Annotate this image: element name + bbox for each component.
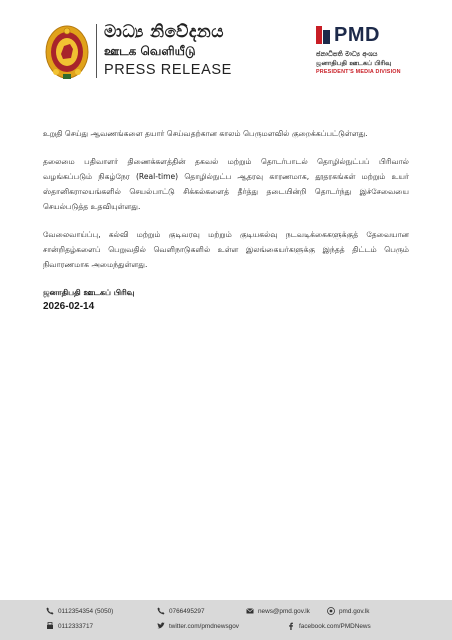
twitter-link[interactable]: twitter.com/pmdnewsgov [169, 622, 239, 630]
fax-number[interactable]: 0112333717 [58, 622, 94, 630]
title-tamil: ஊடக வெளியீடு [104, 44, 196, 58]
footer-email [246, 607, 310, 615]
signature-organization: ஜனாதிபதி ஊடகப் பிரிவு [43, 288, 135, 297]
header-divider [96, 24, 97, 78]
pmd-logo-text: PMD [334, 23, 380, 46]
fax-icon [46, 622, 54, 630]
phone-number[interactable]: 0112354354 (5050) [58, 607, 114, 615]
facebook-icon [287, 622, 295, 630]
pmd-mark-icon [316, 26, 330, 44]
footer-facebook [287, 622, 371, 630]
pmd-logo [316, 24, 416, 46]
footer-twitter [157, 622, 239, 630]
mobile-phone-icon [157, 607, 165, 615]
body-paragraph: தலைமை பதிவாளர் திணைக்களத்தின் தகவல் மற்றும் தொடர்பாடல் தொழில்நுட்பப் பிரிவால் வழங்கப்படும் நிகழ்நேர (Real-time) தொழில்நுட்ப ஆதரவு காரணமாக, தூதரகங்கள் மற்றும் உயர் ஸ்தானிகராலயங்களில் செயல்பாட்டு சிக்கல்களைத் தீர்த்து தடையின்றி தொடர்ந்து இச்சேவையை செயல்படுத்த உதவியுள்ளது. [43, 157, 409, 211]
pmd-logo-block [316, 24, 416, 76]
press-release-title [104, 22, 232, 79]
sri-lanka-emblem-icon [44, 22, 90, 82]
body-paragraph: வேலைவாய்ப்பு, கல்வி மற்றும் குடிவரவு மற்றும் குடியகல்வு நடவடிக்கைகளுக்குத் தேவையான சான்றிதழ்களைப் பெறுவதில் வெளிநாடுகளில் உள்ள இலங்கையர்களுக்கு இந்தத் திட்டம் பெரும் நிவாரணமாக அமைந்துள்ளது. [43, 230, 409, 269]
release-date: 2026-02-14 [43, 301, 95, 312]
mobile-number[interactable]: 0766495297 [169, 607, 205, 615]
twitter-icon [157, 622, 165, 630]
body-paragraph: உறுதி செய்து ஆவணங்களை தயார் செய்வதற்கான காலம் பெருமளவில் குறைக்கப்பட்டுள்ளது. [43, 129, 368, 138]
facebook-link[interactable]: facebook.com/PMDNews [299, 622, 371, 630]
letterhead [0, 0, 452, 95]
email-icon [246, 607, 254, 615]
pmd-name-english: PRESIDENT'S MEDIA DIVISION [316, 69, 401, 75]
footer-fax [46, 622, 93, 630]
press-release-body [43, 126, 409, 314]
pmd-name-tamil: ஜனாதிபதி ஊடகப் பிரிவு [316, 59, 392, 67]
pmd-name-sinhala: ජනාධිපති මාධ්‍ය අංශය [316, 50, 378, 58]
title-sinhala: මාධ්‍ය නිවේදනය [104, 22, 224, 42]
website-link[interactable]: pmd.gov.lk [339, 607, 370, 615]
email-address[interactable]: news@pmd.gov.lk [258, 607, 310, 615]
footer-phone [46, 607, 113, 615]
signature-block [43, 285, 409, 314]
title-english: PRESS RELEASE [104, 62, 232, 78]
footer-mobile [157, 607, 205, 615]
phone-icon [46, 607, 54, 615]
pmd-division-names [316, 50, 416, 76]
contact-footer [0, 600, 452, 640]
footer-website [327, 607, 369, 615]
globe-icon [327, 607, 335, 615]
